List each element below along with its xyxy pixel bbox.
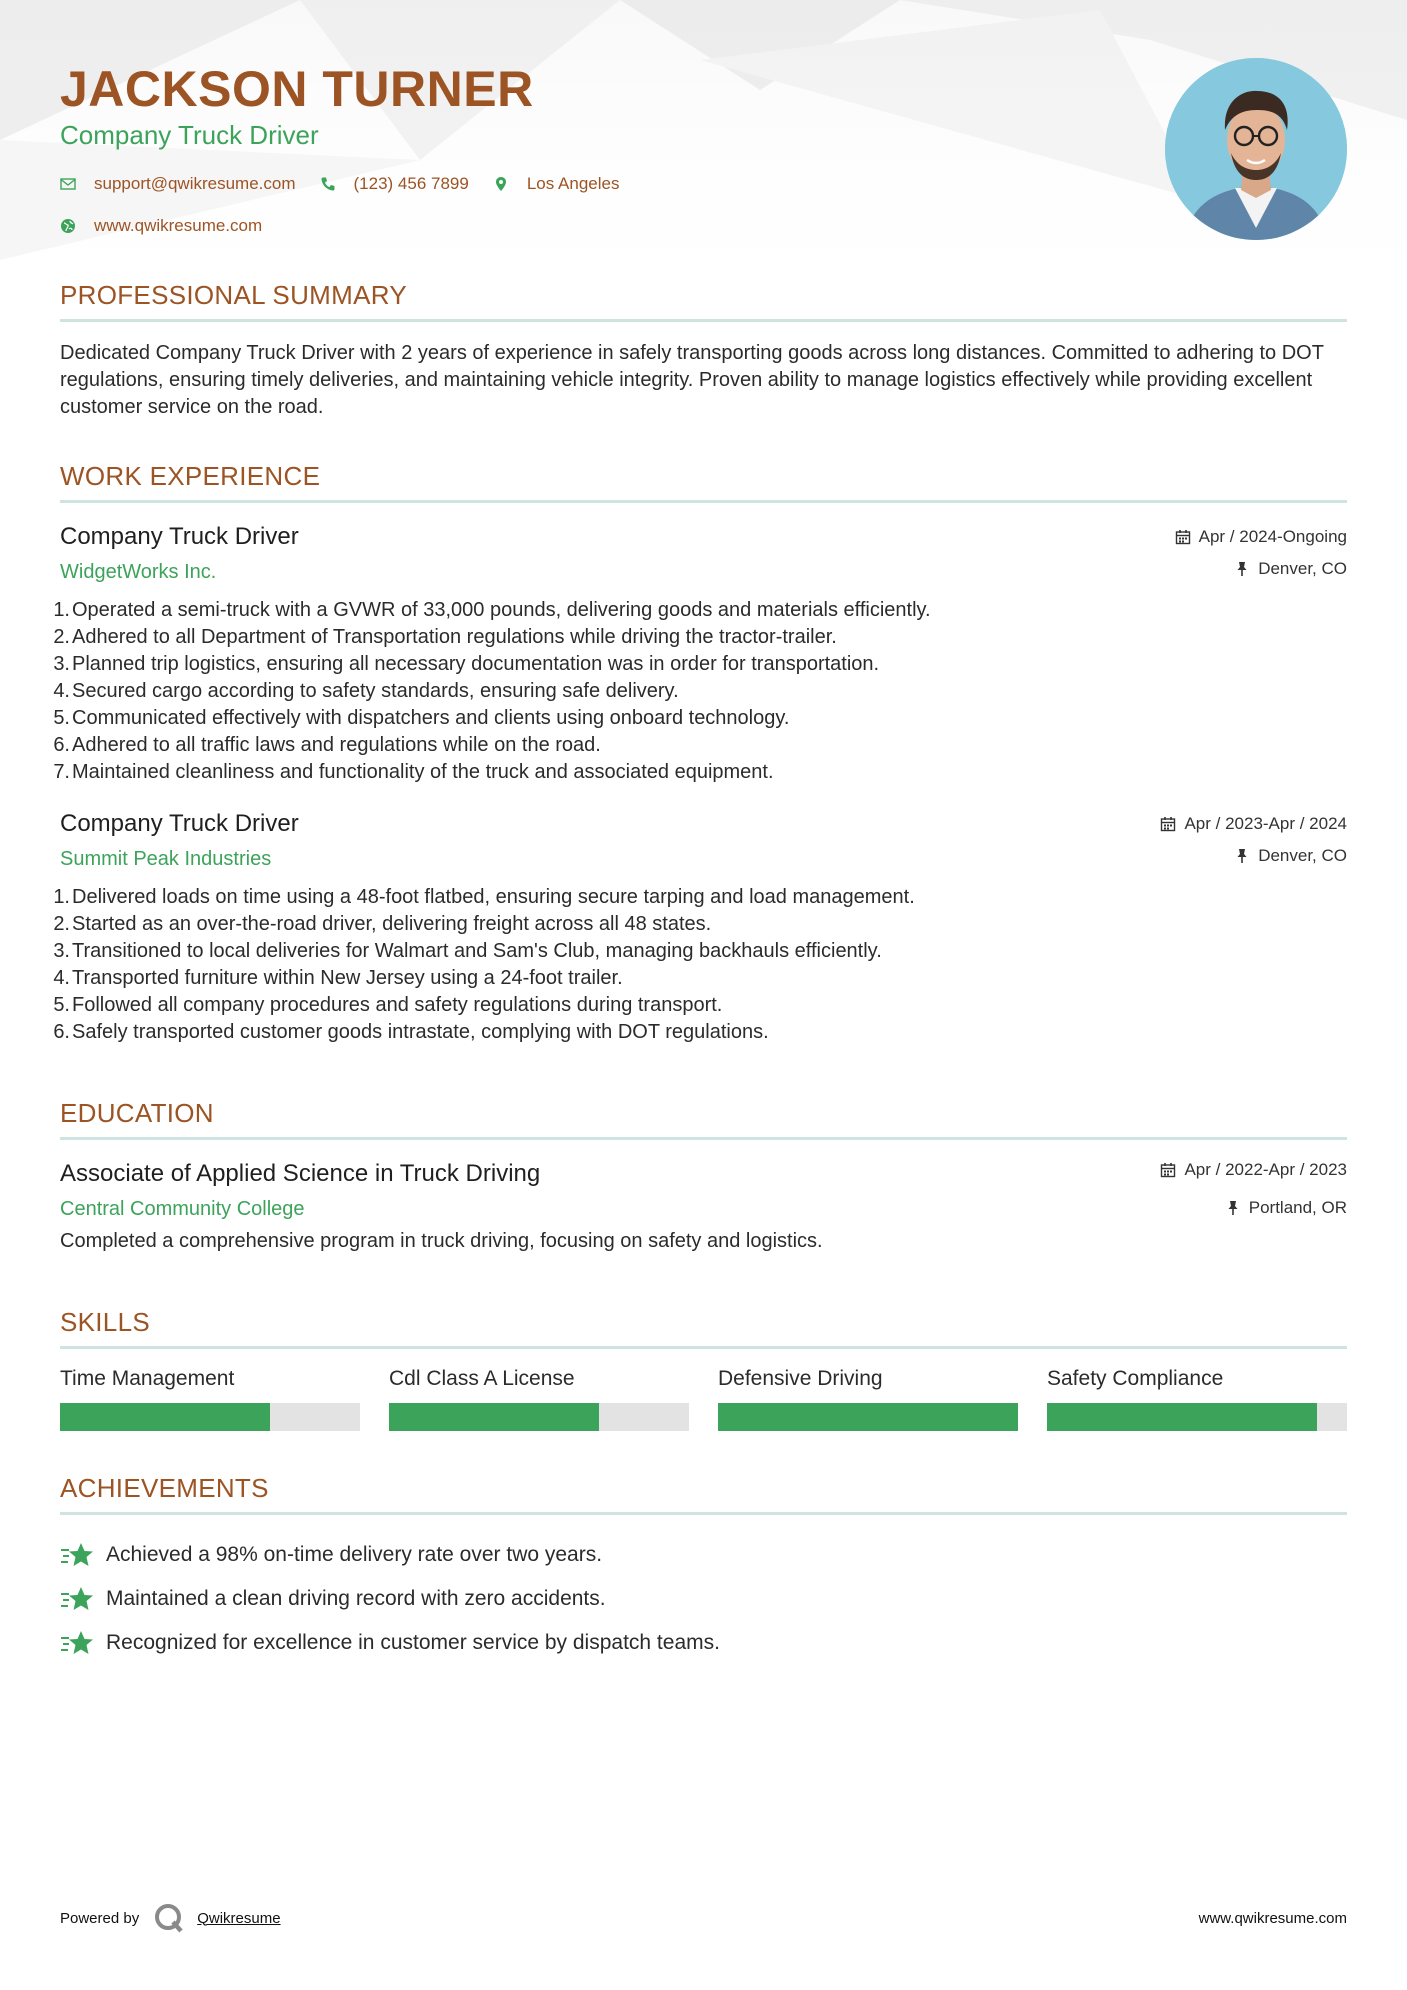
education-location (1225, 1198, 1347, 1218)
summary-text: Dedicated Company Truck Driver with 2 years of experience in safely transporting goods across long distances. Committed to adhering to DOT regulations, ensuring timely deliveries, and maintaining vehicle integrity. Proven ability to manage logistics effectively while providing excellent customer service on the road. (60, 342, 1324, 418)
list-item: 5. Followed all company procedures and safety regulations during transport. (53, 994, 723, 1016)
list-item (60, 1621, 1347, 1665)
list-item: 2. Started as an over-the-road driver, delivering freight across all 48 states. (53, 913, 712, 935)
achievement-text: Recognized for excellence in customer service by dispatch teams. (106, 1631, 720, 1654)
contact-row-website (60, 216, 286, 236)
calendar-icon (1160, 816, 1176, 832)
skills-heading: SKILLS (60, 1307, 1347, 1349)
achievement-text: Achieved a 98% on-time delivery rate over two years. (106, 1543, 603, 1566)
list-item: 4. Secured cargo according to safety standards, ensuring safe delivery. (53, 680, 679, 702)
skill-name: Safety Compliance (1047, 1367, 1224, 1390)
skill-bar-fill (60, 1403, 270, 1431)
education-date (1160, 1160, 1347, 1180)
job-entry (53, 521, 1347, 786)
footer-branding (60, 1902, 281, 1934)
list-item: 7. Maintained cleanliness and functionality of the truck and associated equipment. (53, 761, 774, 783)
skills-list (60, 1367, 1347, 1431)
job-date-text: Apr / 2024-Ongoing (1198, 527, 1347, 546)
summary-section (60, 280, 1347, 421)
achievements-heading: ACHIEVEMENTS (60, 1473, 1347, 1515)
powered-by-label: Powered by (60, 1909, 140, 1927)
contact-row (60, 174, 643, 194)
map-pin-icon (493, 176, 509, 192)
phone-text: (123) 456 7899 (353, 174, 469, 193)
skills-section (60, 1307, 1347, 1431)
job-bullets (53, 884, 1347, 1046)
skill-bar-fill (1047, 1403, 1317, 1431)
job-header (60, 808, 1347, 878)
education-heading: EDUCATION (60, 1098, 1347, 1140)
list-item: 6. Adhered to all traffic laws and regulations while on the road. (53, 734, 601, 756)
contact-location (493, 174, 620, 194)
phone-icon (320, 176, 336, 192)
list-item: 1. Operated a semi-truck with a GVWR of 33,000 pounds, delivering goods and materials efficiently. (53, 599, 931, 621)
star-award-icon (60, 1541, 94, 1569)
summary-heading: PROFESSIONAL SUMMARY (60, 280, 1347, 322)
footer-website[interactable]: www.qwikresume.com (1198, 1909, 1347, 1927)
star-award-icon (60, 1629, 94, 1657)
list-item: 3. Transitioned to local deliveries for Walmart and Sam's Club, managing backhauls efficiently. (53, 940, 882, 962)
degree-title: Associate of Applied Science in Truck Driving (60, 1160, 541, 1187)
profile-photo (1165, 58, 1347, 240)
contact-email[interactable] (60, 174, 296, 194)
job-company: Summit Peak Industries (60, 848, 272, 870)
calendar-icon (1160, 1162, 1176, 1178)
list-item: 4. Transported furniture within New Jersey using a 24-foot trailer. (53, 967, 623, 989)
achievements-list (60, 1533, 1347, 1665)
pushpin-icon (1234, 561, 1250, 577)
list-item (60, 1533, 1347, 1577)
skill-item (1047, 1367, 1347, 1431)
email-text: support@qwikresume.com (94, 174, 296, 193)
pushpin-icon (1225, 1200, 1241, 1216)
job-title: Company Truck Driver (60, 523, 299, 550)
skill-bar (1047, 1403, 1347, 1431)
achievement-text: Maintained a clean driving record with zero accidents. (106, 1587, 606, 1610)
skill-bar (60, 1403, 360, 1431)
contact-website[interactable] (60, 216, 262, 236)
education-section (60, 1098, 1347, 1255)
list-item (60, 1577, 1347, 1621)
skill-item (718, 1367, 1018, 1431)
job-location (1234, 846, 1347, 866)
job-location (1234, 559, 1347, 579)
star-award-icon (60, 1585, 94, 1613)
skill-bar (389, 1403, 689, 1431)
skill-name: Time Management (60, 1367, 235, 1390)
skill-bar-fill (389, 1403, 599, 1431)
candidate-title: Company Truck Driver (60, 120, 319, 150)
skill-name: Cdl Class A License (389, 1367, 575, 1390)
job-header (60, 521, 1347, 591)
job-title: Company Truck Driver (60, 810, 299, 837)
job-location-text: Denver, CO (1258, 559, 1347, 578)
skill-item (389, 1367, 689, 1431)
website-text: www.qwikresume.com (94, 216, 263, 235)
candidate-name: JACKSON TURNER (60, 61, 534, 117)
list-item: 3. Planned trip logistics, ensuring all necessary documentation was in order for transportation. (53, 653, 880, 675)
education-date-text: Apr / 2022-Apr / 2023 (1184, 1160, 1347, 1179)
qwikresume-logo-icon (153, 1902, 185, 1934)
experience-section (53, 461, 1347, 1046)
education-description: Completed a comprehensive program in truck driving, focusing on safety and logistics. (60, 1230, 823, 1252)
list-item: 2. Adhered to all Department of Transportation regulations while driving the tractor-trailer. (53, 626, 837, 648)
skill-name: Defensive Driving (718, 1367, 883, 1390)
list-item: 6. Safely transported customer goods intrastate, complying with DOT regulations. (53, 1021, 769, 1043)
job-date (1175, 527, 1347, 547)
skill-bar (718, 1403, 1018, 1431)
job-entry (53, 808, 1347, 1046)
contact-phone[interactable] (320, 174, 469, 194)
list-item: 5. Communicated effectively with dispatchers and clients using onboard technology. (53, 707, 790, 729)
qwikresume-link[interactable]: Qwikresume (197, 1909, 281, 1927)
education-entry (60, 1158, 1347, 1255)
job-date (1160, 814, 1347, 834)
calendar-icon (1175, 529, 1191, 545)
job-company: WidgetWorks Inc. (60, 561, 217, 583)
education-location-text: Portland, OR (1248, 1198, 1347, 1217)
skill-item (60, 1367, 360, 1431)
education-header (60, 1158, 1347, 1226)
job-bullets (53, 597, 1347, 786)
job-date-text: Apr / 2023-Apr / 2024 (1184, 814, 1347, 833)
job-location-text: Denver, CO (1258, 846, 1347, 865)
achievements-section (60, 1473, 1347, 1665)
page-footer (60, 1898, 1347, 1938)
location-text: Los Angeles (526, 174, 620, 193)
school-name: Central Community College (60, 1198, 305, 1220)
experience-heading: WORK EXPERIENCE (60, 461, 1347, 503)
envelope-icon (60, 176, 76, 192)
pushpin-icon (1234, 848, 1250, 864)
list-item: 1. Delivered loads on time using a 48-foot flatbed, ensuring secure tarping and load management. (53, 886, 915, 908)
globe-icon (60, 218, 76, 234)
resume-header (60, 0, 1347, 255)
skill-bar-fill (718, 1403, 1018, 1431)
